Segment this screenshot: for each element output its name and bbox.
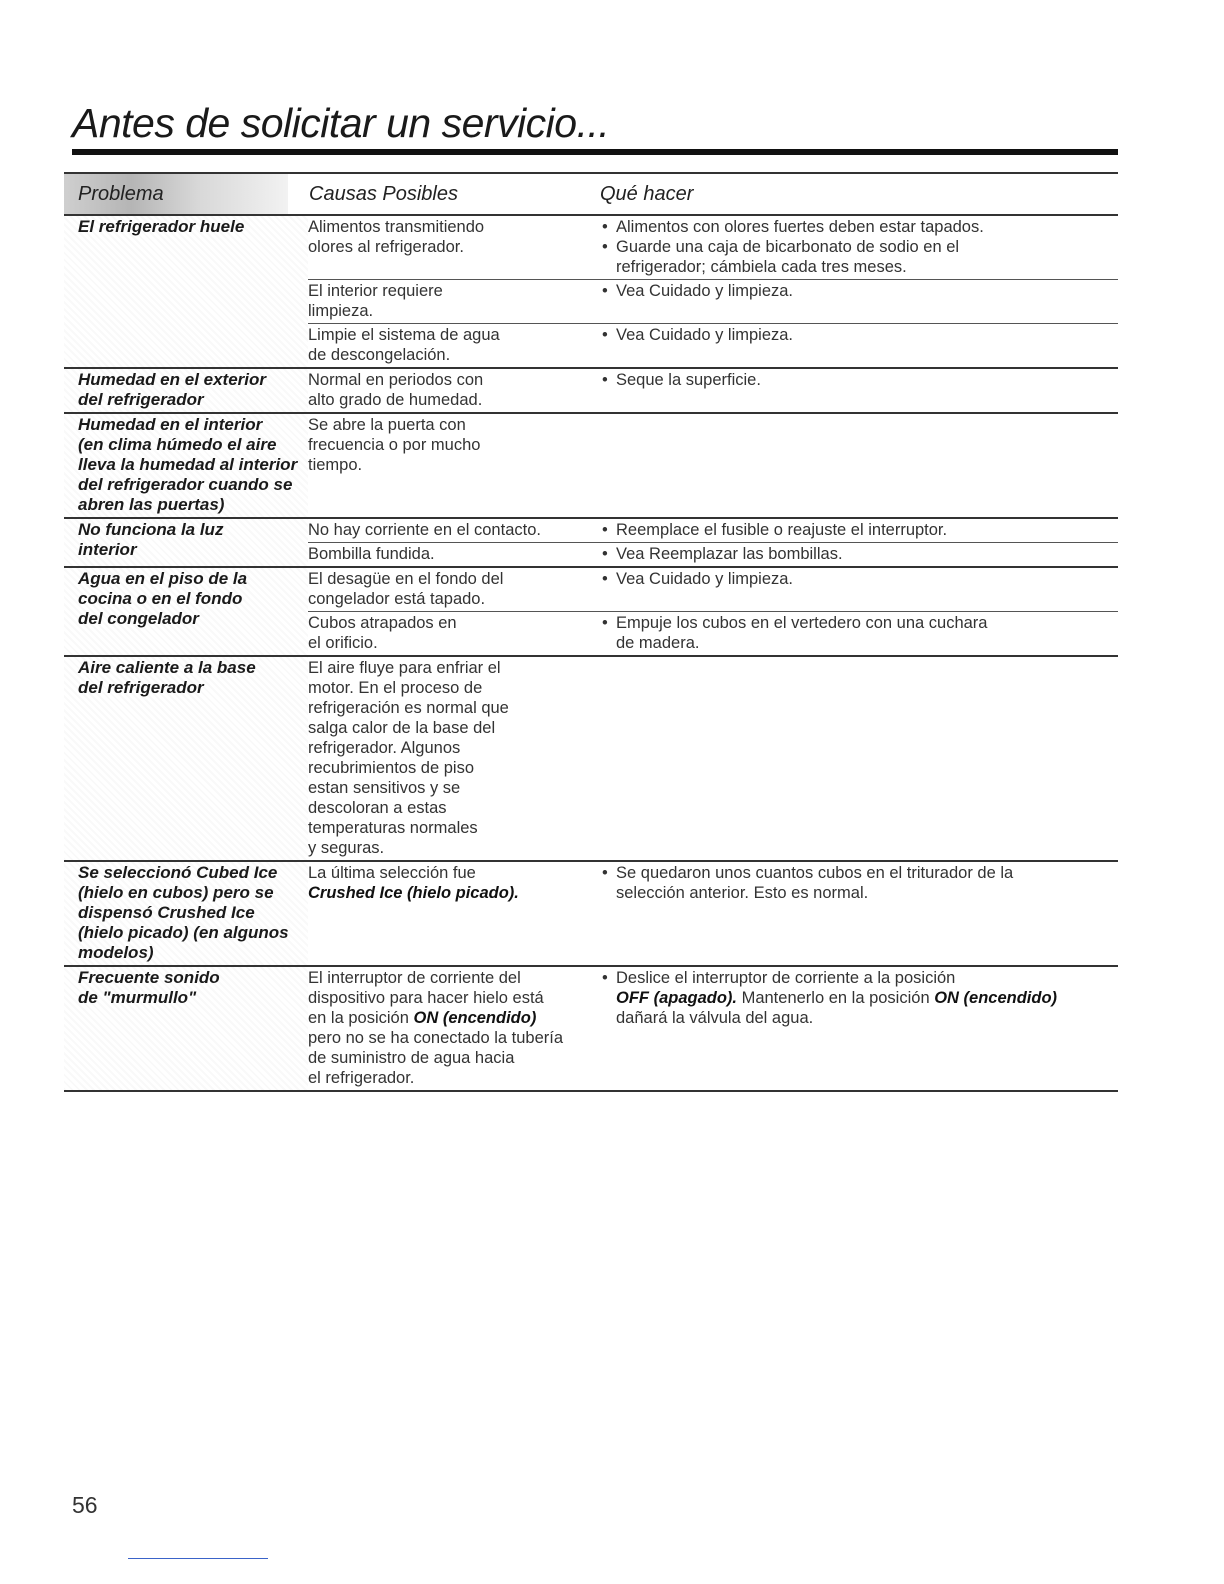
header-causes: Causas Posibles [309, 183, 458, 205]
cause-cell [308, 280, 600, 323]
troubleshooting-table [64, 172, 1118, 1092]
problem-cell [64, 519, 308, 566]
fix-line: dañará la válvula del agua. [616, 1009, 814, 1027]
table-row [64, 369, 1118, 414]
cause-text: congelador está tapado. [308, 590, 486, 608]
cause-cell [308, 216, 600, 279]
cause-group [308, 568, 1118, 655]
cause-cell [308, 369, 600, 412]
table-row [64, 216, 1118, 369]
fix-cell [600, 324, 1118, 367]
fix-text [616, 217, 1118, 237]
fix-text [616, 968, 1118, 1028]
cause-text: y seguras. [308, 839, 385, 857]
cause-text: No hay corriente en el contacto. [308, 521, 541, 539]
fix-line: Alimentos con olores fuertes deben estar tapados. [616, 218, 984, 236]
bullet-icon: • [602, 969, 608, 987]
cause-row [308, 414, 1118, 477]
cause-cell [308, 519, 600, 542]
fix-item [600, 281, 1118, 301]
fix-line: Vea Cuidado y limpieza. [616, 282, 794, 300]
cause-cell [308, 862, 600, 905]
header-problem: Problema [64, 174, 288, 214]
problem-text: (hielo picado) (en algunos [78, 923, 289, 942]
fix-text [616, 370, 1118, 390]
problem-cell [64, 967, 308, 1090]
problem-text: Aire caliente a la base [78, 658, 256, 677]
cause-text: refrigerador. Algunos [308, 739, 461, 757]
cause-text: frecuencia o por mucho [308, 436, 481, 454]
bullet-icon: • [602, 545, 608, 563]
fix-cell [600, 414, 1118, 477]
problem-text: Humedad en el exterior [78, 370, 267, 389]
bullet-icon: • [602, 238, 608, 256]
cause-cell [308, 543, 600, 566]
cause-text: estan sensitivos y se [308, 779, 461, 797]
cause-row [308, 862, 1118, 905]
fix-cell [600, 612, 1118, 655]
cause-text: el refrigerador. [308, 1069, 415, 1087]
fix-text [616, 613, 1118, 653]
fix-text [616, 544, 1118, 564]
bullet-icon: • [602, 570, 608, 588]
cause-text: El desagüe en el fondo del [308, 570, 504, 588]
cause-text: olores al refrigerador. [308, 238, 464, 256]
fix-item [600, 613, 1118, 653]
cause-text: de descongelación. [308, 346, 451, 364]
cause-row [308, 279, 1118, 323]
footer-rule [128, 1558, 268, 1559]
cause-group [308, 657, 1118, 860]
problem-text: lleva la humedad al interior [78, 455, 298, 474]
cause-text: recubrimientos de piso [308, 759, 474, 777]
cause-row [308, 542, 1118, 566]
cause-text: dispositivo para hacer hielo está [308, 989, 544, 1007]
cause-text: El interior requiere [308, 282, 443, 300]
cause-text: Bombilla fundida. [308, 545, 435, 563]
fix-line: Reemplace el fusible o reajuste el interruptor. [616, 521, 948, 539]
table-row [64, 519, 1118, 568]
bullet-icon: • [602, 218, 608, 236]
problem-text: del refrigerador [78, 678, 204, 697]
problem-text: del congelador [78, 609, 199, 628]
table-row [64, 967, 1118, 1092]
fix-cell [600, 369, 1118, 412]
fix-line: selección anterior. Esto es normal. [616, 884, 869, 902]
cause-group [308, 519, 1118, 566]
cause-row [308, 657, 1118, 860]
problem-text: interior [78, 540, 137, 559]
header-what-to-do: Qué hacer [600, 183, 694, 205]
cause-cell [308, 568, 600, 611]
cause-row [308, 519, 1118, 542]
cause-row [308, 568, 1118, 611]
problem-text: Humedad en el interior [78, 415, 263, 434]
fix-line: Vea Cuidado y limpieza. [616, 326, 794, 344]
cause-text: descoloran a estas [308, 799, 447, 817]
cause-text: de suministro de agua hacia [308, 1049, 515, 1067]
problem-cell [64, 657, 308, 860]
table-body [64, 216, 1118, 1092]
fix-item [600, 325, 1118, 345]
fix-cell [600, 657, 1118, 860]
fix-text [616, 325, 1118, 345]
problem-text: (en clima húmedo el aire [78, 435, 277, 454]
cause-text: El interruptor de corriente del [308, 969, 521, 987]
problem-text: Agua en el piso de la [78, 569, 248, 588]
cause-group [308, 862, 1118, 965]
cause-text: temperaturas normales [308, 819, 478, 837]
page-title: Antes de solicitar un servicio... [72, 100, 610, 146]
cause-text: Cubos atrapados en [308, 614, 457, 632]
cause-text: pero no se ha conectado la tubería [308, 1029, 564, 1047]
fix-cell [600, 967, 1118, 1090]
page-number: 56 [72, 1492, 98, 1518]
cause-cell [308, 414, 600, 477]
cause-text: La última selección fue [308, 864, 476, 882]
problem-text: del refrigerador cuando se [78, 475, 293, 494]
fix-line: refrigerador; cámbiela cada tres meses. [616, 258, 907, 276]
fix-item [600, 569, 1118, 589]
fix-text [616, 281, 1118, 301]
fix-line: Seque la superficie. [616, 371, 761, 389]
problem-text: cocina o en el fondo [78, 589, 243, 608]
title-rule [72, 149, 1118, 155]
fix-cell [600, 543, 1118, 566]
cause-cell [308, 612, 600, 655]
problem-text: Se seleccionó Cubed Ice [78, 863, 278, 882]
bullet-icon: • [602, 282, 608, 300]
problem-text: del refrigerador [78, 390, 204, 409]
bullet-icon: • [602, 326, 608, 344]
cause-group [308, 414, 1118, 517]
cause-row [308, 216, 1118, 279]
problem-text: de "murmullo" [78, 988, 197, 1007]
problem-text: abren las puertas) [78, 495, 225, 514]
fix-cell [600, 216, 1118, 279]
cause-text: Limpie el sistema de agua [308, 326, 500, 344]
table-row [64, 862, 1118, 967]
problem-text: El refrigerador huele [78, 217, 245, 236]
cause-row [308, 611, 1118, 655]
problem-text: (hielo en cubos) pero se [78, 883, 274, 902]
fix-line: Deslice el interruptor de corriente a la posición [616, 969, 956, 987]
problem-text: No funciona la luz [78, 520, 224, 539]
table-row [64, 414, 1118, 519]
bullet-icon: • [602, 614, 608, 632]
fix-item [600, 370, 1118, 390]
fix-text [616, 520, 1118, 540]
fix-line: Vea Reemplazar las bombillas. [616, 545, 843, 563]
table-header [64, 172, 1118, 216]
fix-item [600, 520, 1118, 540]
table-row [64, 657, 1118, 862]
cause-row [308, 323, 1118, 367]
cause-text: el orificio. [308, 634, 378, 652]
cause-text: salga calor de la base del [308, 719, 496, 737]
table-row [64, 568, 1118, 657]
fix-line: Se quedaron unos cuantos cubos en el triturador de la [616, 864, 1014, 882]
cause-text: motor. En el proceso de [308, 679, 483, 697]
fix-line: Empuje los cubos en el vertedero con una cuchara [616, 614, 988, 632]
problem-text: modelos) [78, 943, 154, 962]
cause-group [308, 369, 1118, 412]
fix-item [600, 544, 1118, 564]
cause-text: Alimentos transmitiendo [308, 218, 485, 236]
problem-text: Frecuente sonido [78, 968, 220, 987]
bullet-icon: • [602, 864, 608, 882]
cause-cell [308, 967, 600, 1090]
fix-line: de madera. [616, 634, 700, 652]
cause-text: Normal en periodos con [308, 371, 484, 389]
fix-text [616, 237, 1118, 277]
cause-text: limpieza. [308, 302, 374, 320]
fix-item [600, 863, 1118, 903]
fix-line: OFF (apagado). Mantenerlo en la posición ON (encendido) [616, 989, 1058, 1007]
cause-row [308, 967, 1118, 1090]
cause-text: refrigeración es normal que [308, 699, 509, 717]
fix-item [600, 968, 1118, 1028]
fix-line: Vea Cuidado y limpieza. [616, 570, 794, 588]
fix-cell [600, 280, 1118, 323]
fix-cell [600, 862, 1118, 905]
fix-line: Guarde una caja de bicarbonato de sodio en el [616, 238, 960, 256]
fix-cell [600, 519, 1118, 542]
problem-cell [64, 568, 308, 655]
problem-cell [64, 414, 308, 517]
fix-item [600, 217, 1118, 237]
fix-cell [600, 568, 1118, 611]
fix-item [600, 237, 1118, 277]
fix-text [616, 569, 1118, 589]
problem-cell [64, 369, 308, 412]
cause-cell [308, 657, 600, 860]
bullet-icon: • [602, 371, 608, 389]
problem-cell [64, 862, 308, 965]
problem-text: dispensó Crushed Ice [78, 903, 255, 922]
cause-text: tiempo. [308, 456, 363, 474]
cause-text: Crushed Ice (hielo picado). [308, 884, 519, 902]
cause-row [308, 369, 1118, 412]
cause-group [308, 967, 1118, 1090]
cause-cell [308, 324, 600, 367]
cause-text: alto grado de humedad. [308, 391, 483, 409]
cause-text: en la posición ON (encendido) [308, 1009, 537, 1027]
fix-text [616, 863, 1118, 903]
bullet-icon: • [602, 521, 608, 539]
problem-cell [64, 216, 308, 367]
cause-group [308, 216, 1118, 367]
cause-text: Se abre la puerta con [308, 416, 466, 434]
cause-text: El aire fluye para enfriar el [308, 659, 501, 677]
